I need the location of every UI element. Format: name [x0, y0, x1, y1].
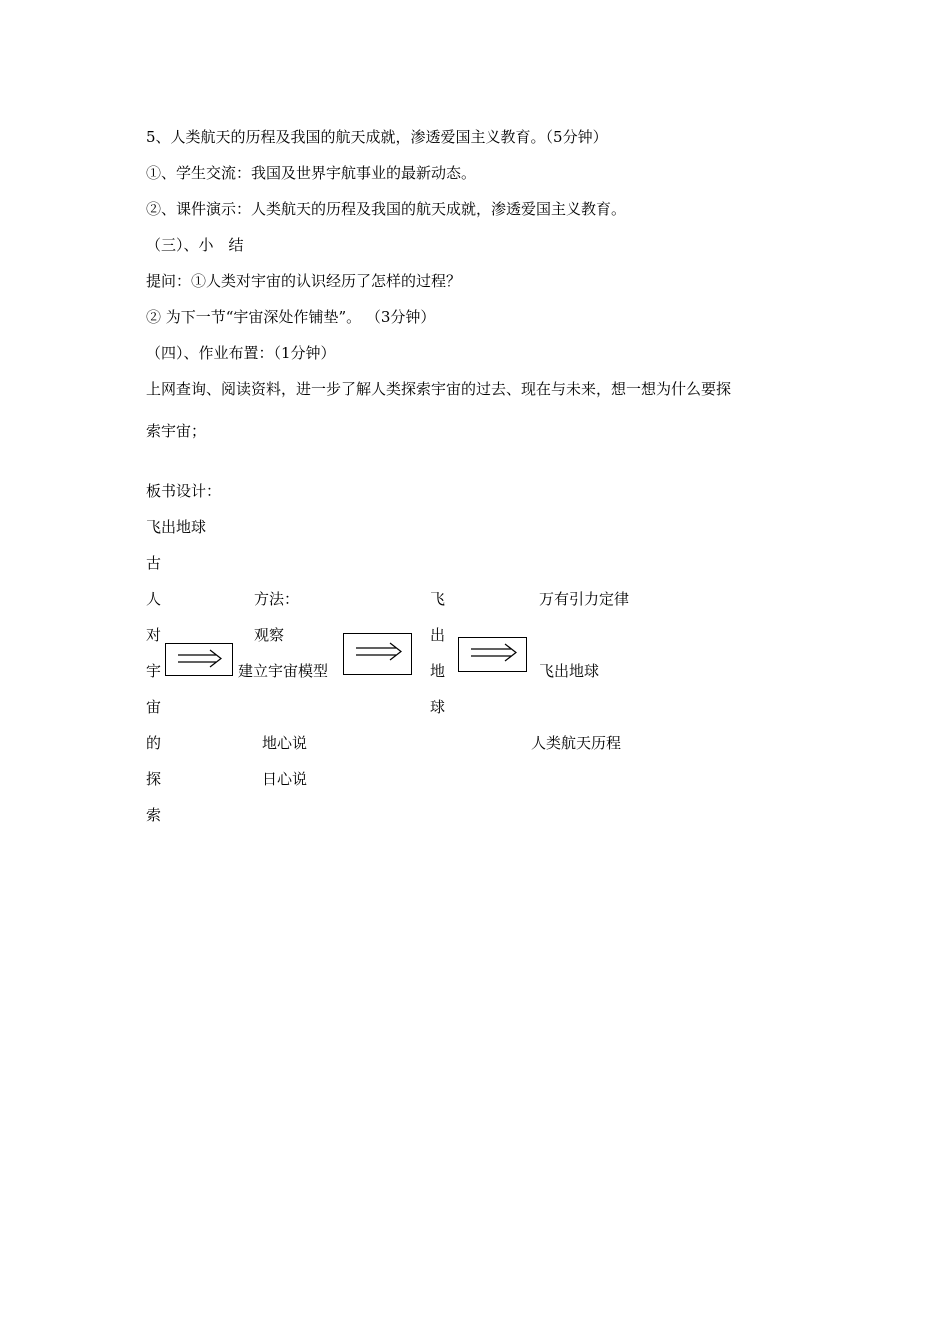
left-column-char: 探: [146, 770, 162, 788]
fly-out-of-earth: 飞出地球: [539, 662, 600, 680]
methods-label: 方法：: [254, 590, 300, 608]
gravity-law: 万有引力定律: [539, 590, 630, 608]
homework-line-1: 上网查询、阅读资料，进一步了解人类探索宇宙的过去、现在与未来，想一想为什么要探: [146, 380, 732, 398]
item5-title: 5、人类航天的历程及我国的航天成就，渗透爱国主义教育。（5分钟）: [146, 128, 608, 146]
middle-column-char: 球: [430, 698, 446, 716]
left-column-char: 古: [146, 554, 162, 572]
summary-heading: （三）、小 结: [146, 236, 244, 254]
homework-heading: （四）、作业布置：（1分钟）: [146, 344, 336, 362]
summary-question-1: 提问：①人类对宇宙的认识经历了怎样的过程？: [146, 272, 462, 290]
left-column-char: 宇: [146, 662, 162, 680]
double-arrow-icon: [165, 643, 233, 676]
method-model: 建立宇宙模型: [238, 662, 329, 680]
left-column-char: 宙: [146, 698, 162, 716]
summary-question-2: ② 为下一节“宇宙深处作铺垫”。 （3分钟）: [146, 308, 436, 326]
middle-column-char: 出: [430, 626, 446, 644]
geocentric-theory: 地心说: [262, 734, 308, 752]
double-arrow-icon: [343, 633, 412, 675]
left-column-char: 人: [146, 590, 162, 608]
board-heading: 板书设计：: [146, 482, 222, 500]
item5-sub2: ②、课件演示：人类航天的历程及我国的航天成就，渗透爱国主义教育。: [146, 200, 627, 218]
double-arrow-icon: [458, 637, 527, 672]
method-observe: 观察: [254, 626, 285, 644]
left-column-char: 对: [146, 626, 162, 644]
left-column-char: 的: [146, 734, 162, 752]
homework-line-2: 索宇宙；: [146, 422, 207, 440]
board-title: 飞出地球: [146, 518, 207, 536]
heliocentric-theory: 日心说: [262, 770, 308, 788]
middle-column-char: 地: [430, 662, 446, 680]
spaceflight-history: 人类航天历程: [531, 734, 622, 752]
middle-column-char: 飞: [430, 590, 446, 608]
item5-sub1: ①、学生交流：我国及世界宇航事业的最新动态。: [146, 164, 477, 182]
left-column-char: 索: [146, 806, 162, 824]
